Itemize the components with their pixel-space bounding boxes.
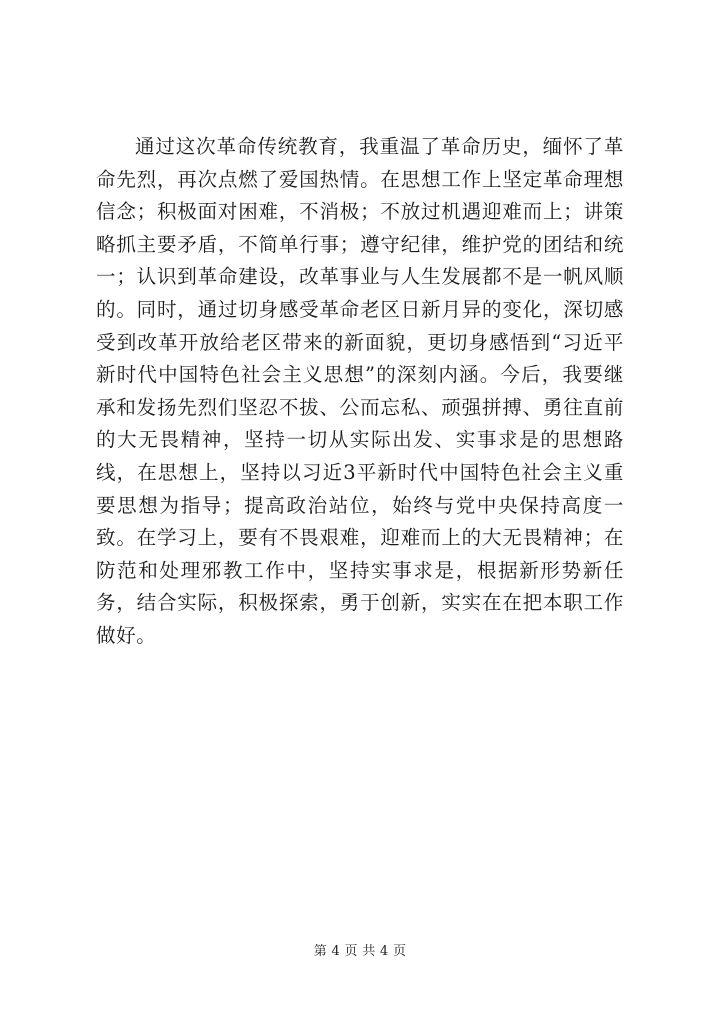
- page-number-footer: 第 4 页 共 4 页: [313, 944, 407, 959]
- body-paragraph: 通过这次革命传统教育，我重温了革命历史，缅怀了革命先烈，再次点燃了爱国热情。在思想工作上坚定革命理想信念；积极面对困难，不消极；不放过机遇迎难而上；讲策略抓主要矛盾，不简单行事；遵守纪律，维护党的团结和统一；认识到革命建设，改革事业与人生发展都不是一帆风顺的。同时，通过切身感受革命老区日新月异的变化，深切感受到改革开放给老区带来的新面貌，更切身感悟到“习近平新时代中国特色社会主义思想”的深刻内涵。今后，我要继承和发扬先烈们坚忍不拔、公而忘私、顽强拼搏、勇往直前的大无畏精神，坚持一切从实际出发、实事求是的思想路线，在思想上，坚持以习近3平新时代中国特色社会主义重要思想为指导；提高政治站位，始终与党中央保持高度一致。在学习上，要有不畏艰难，迎难而上的大无畏精神；在防范和处理邪教工作中，坚持实事求是，根据新形势新任务，结合实际，积极探索，勇于创新，实实在在把本职工作做好。: [96, 135, 624, 647]
